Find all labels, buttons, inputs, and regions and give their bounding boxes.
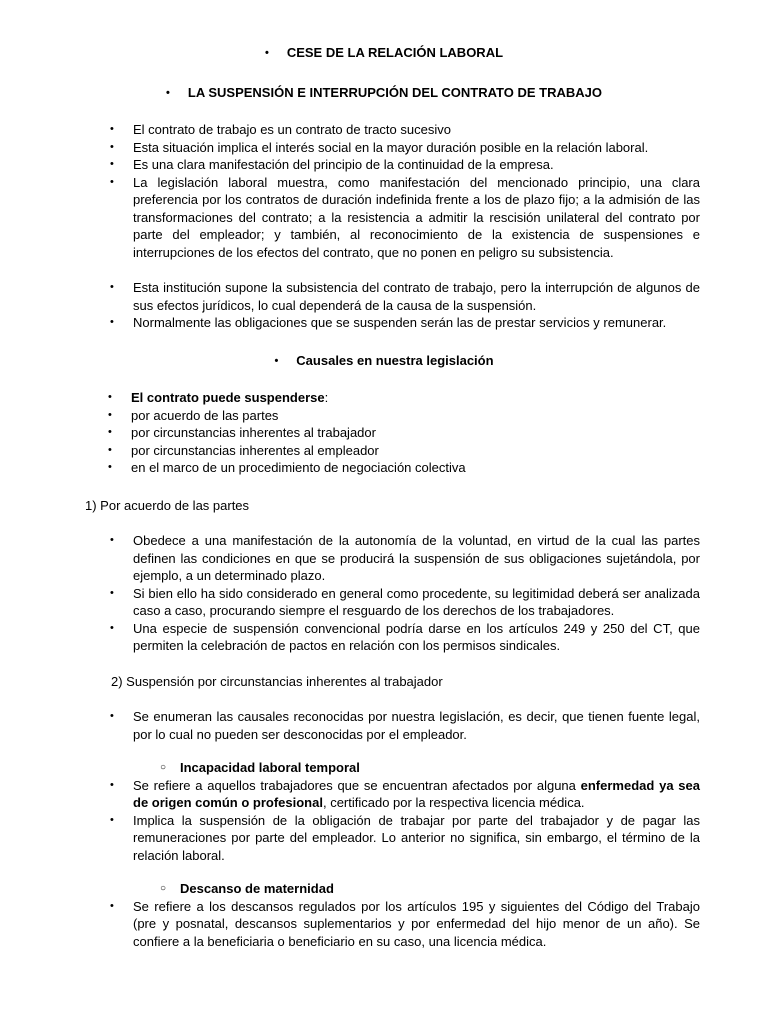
bullet-icon: •: [110, 710, 114, 722]
list-item-text: Esta situación implica el interés social en la mayor duración posible en la relación laboral.: [133, 139, 649, 155]
bullet-icon: •: [110, 899, 114, 912]
list-item: [68, 156, 700, 174]
bullet-icon: •: [110, 778, 114, 791]
list-item: [68, 708, 700, 743]
text-bold: enfermedad ya sea de origen común o profesional: [133, 777, 700, 810]
page-title-primary: [68, 44, 700, 64]
list-item-text: por circunstancias inherentes al trabajador: [131, 425, 376, 440]
bullet-icon: •: [110, 281, 114, 293]
bullet-icon: •: [110, 813, 114, 826]
section-heading-causales-text: Causales en nuestra legislación: [296, 352, 494, 368]
subsection-heading-descanso-text: Descanso de maternidad: [180, 881, 334, 896]
bullet-icon: •: [108, 426, 112, 438]
list-item: [68, 174, 700, 262]
list-item-text: en el marco de un procedimiento de negociación colectiva: [131, 460, 466, 475]
circle-bullet-icon: ○: [160, 762, 167, 773]
list-item-text: por acuerdo de las partes: [131, 407, 279, 423]
list-item-text: Obedece a una manifestación de la autonomía de la voluntad, en virtud de la cual las partes definen las condiciones en que se producirá la suspensión de sus obligaciones sujetándola, por ejemplo, a un determinado plazo.: [133, 533, 700, 583]
list-item-lead-text: [131, 389, 700, 407]
subsection-heading-descanso: [68, 880, 700, 898]
bullet-icon: •: [274, 354, 279, 367]
subsection-heading-incapacidad-text: Incapacidad laboral temporal: [180, 760, 360, 775]
page-title-primary-text: CESE DE LA RELACIÓN LABORAL: [286, 45, 504, 60]
list-item-text: Implica la suspensión de la obligación de trabajar por parte del trabajador y de pagar las remuneraciones por parte del empleador. Lo anterior no significa, sin embargo, el término de la relación laboral.: [133, 812, 700, 863]
list-item: [68, 314, 700, 332]
list-item: [68, 424, 700, 442]
list-item-text: [133, 777, 700, 812]
list-item-lead: [68, 389, 700, 407]
list-item: [68, 279, 700, 314]
list-item: [68, 139, 700, 157]
lead-tail-text: :: [324, 390, 329, 405]
list-item: [68, 532, 700, 585]
bullet-icon: •: [108, 391, 112, 403]
list-item-text: Normalmente las obligaciones que se suspenden serán las de prestar servicios y remunerar.: [133, 315, 667, 330]
bullet-icon: •: [110, 316, 114, 328]
list-item-text: La legislación laboral muestra, como manifestación del mencionado principio, una clara preferencia por los contratos de duración indefinida frente a los de plazo fijo; a la admisión de las transformaciones del contrato; a la resistencia a admitir la rescisión unilateral del contrato por parte del empleador; y también, al reconocimiento de la existencia de suspensiones e interrupciones de los efectos del contrato, que no ponen en peligro su subsistencia.: [133, 174, 700, 260]
bullet-icon: •: [110, 140, 114, 153]
list-item-text: Esta institución supone la subsistencia del contrato de trabajo, pero la interrupción de algunos de sus efectos jurídicos, lo cual dependerá de la causa de la suspensión.: [133, 280, 700, 313]
bullet-icon: •: [110, 123, 114, 135]
bullet-icon: •: [108, 408, 112, 421]
bullet-icon: •: [110, 586, 114, 599]
list-item: [68, 407, 700, 425]
bullet-icon: •: [110, 534, 114, 546]
list-item: [68, 459, 700, 477]
bullet-icon: •: [108, 443, 112, 456]
list-item-text: por circunstancias inherentes al empleador: [131, 442, 379, 458]
list-item: [68, 585, 700, 620]
text-pre: Se refiere a aquellos trabajadores que se encuentran afectados por alguna: [133, 777, 581, 793]
text-post: , certificado por la respectiva licencia médica.: [322, 795, 585, 810]
section-heading-causales: [68, 352, 700, 372]
bullet-icon: •: [264, 47, 269, 59]
subsection-heading-incapacidad: [68, 759, 700, 777]
bullet-icon: •: [110, 621, 114, 634]
list-item: [68, 620, 700, 655]
section-2-heading: 2) Suspensión por circunstancias inherentes al trabajador: [111, 673, 443, 689]
bullet-icon: •: [166, 86, 170, 99]
list-item-text: Si bien ello ha sido considerado en general como procedente, su legitimidad deberá ser analizada caso a caso, procurando siempre el resguardo de los derechos de los trabajadores.: [133, 585, 700, 618]
bullet-icon: •: [110, 158, 114, 170]
list-item: [68, 121, 700, 139]
list-item: [68, 898, 700, 951]
list-item-text: Se refiere a los descansos regulados por los artículos 195 y siguientes del Código del Trabajo (pre y posnatal, descansos suplementarios y por enfermedad del hijo menor de un año). Se confiere a la beneficiaria o beneficiario en su caso, una licencia médica.: [133, 898, 700, 949]
list-item-text: Se enumeran las causales reconocidas por nuestra legislación, es decir, que tienen fuente legal, por lo cual no pueden ser desconocidas por el empleador.: [133, 709, 700, 742]
circle-bullet-icon: ○: [160, 883, 167, 894]
list-item-text: Es una clara manifestación del principio de la continuidad de la empresa.: [133, 157, 554, 172]
bullet-icon: •: [110, 175, 114, 188]
list-item-text: Una especie de suspensión convencional podría darse en los artículos 249 y 250 del CT, que permiten la celebración de pactos en relación con los permisos sindicales.: [133, 620, 700, 653]
list-item: [68, 442, 700, 460]
list-item: [68, 812, 700, 865]
lead-bold-text: El contrato puede suspenderse: [131, 390, 325, 405]
section-1-heading: 1) Por acuerdo de las partes: [85, 497, 250, 513]
list-item-text: El contrato de trabajo es un contrato de tracto sucesivo: [133, 122, 451, 137]
page-title-secondary: [68, 84, 700, 104]
list-item: [68, 777, 700, 812]
page-title-secondary-text: LA SUSPENSIÓN E INTERRUPCIÓN DEL CONTRATO DE TRABAJO: [187, 84, 602, 100]
bullet-icon: •: [108, 461, 112, 473]
